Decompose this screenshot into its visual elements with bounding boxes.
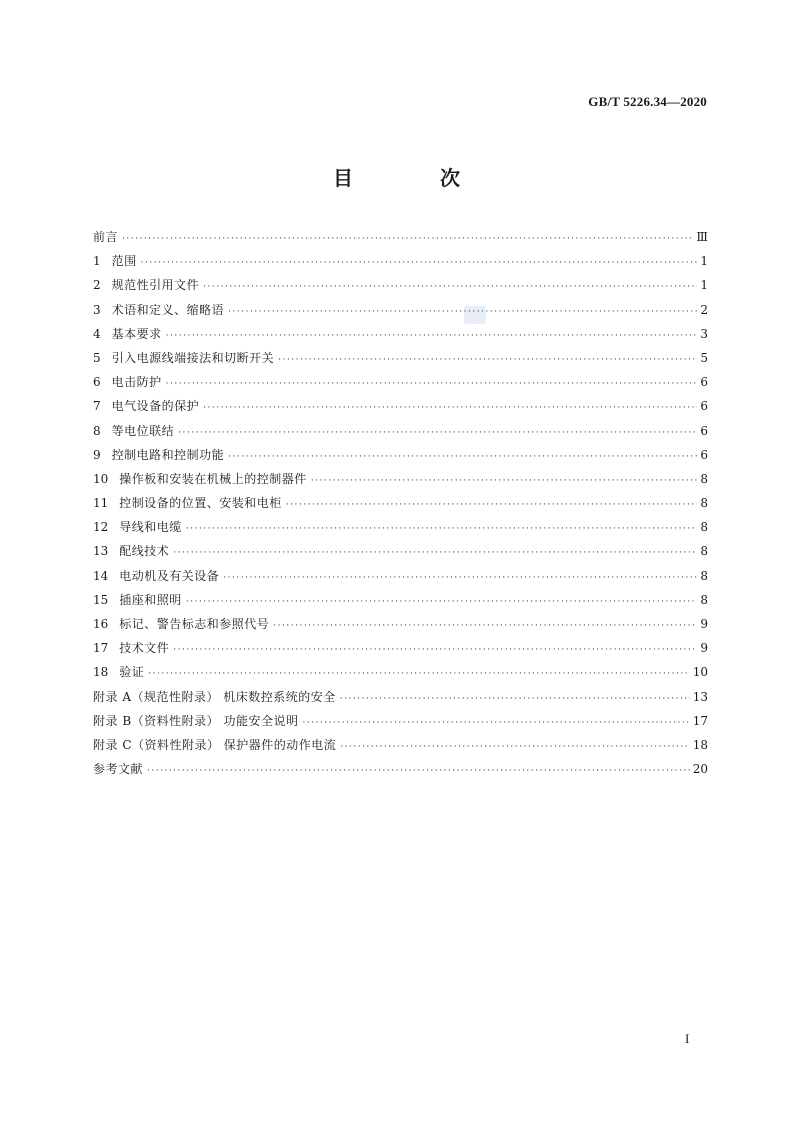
toc-entry[interactable] — [93, 494, 708, 518]
toc-entry[interactable] — [93, 252, 708, 276]
toc-entry[interactable] — [93, 688, 708, 712]
toc-leader-dots — [148, 669, 689, 679]
toc-entry-label: 插座和照明 — [119, 592, 182, 607]
toc-entry-page: 3 — [700, 326, 708, 341]
toc-leader-dots — [173, 645, 697, 655]
toc-entry-label: 电气设备的保护 — [111, 399, 200, 414]
toc-entry-page: 2 — [700, 302, 708, 317]
toc-entry-page: 6 — [700, 423, 708, 438]
toc-entry-label: 范围 — [111, 254, 137, 269]
toc-entry-label: 电动机及有关设备 — [119, 568, 220, 583]
toc-entry-label: 基本要求 — [111, 326, 162, 341]
toc-entry[interactable] — [93, 373, 708, 397]
toc-leader-dots — [286, 500, 698, 510]
toc-entry-label: 技术文件 — [119, 641, 170, 656]
toc-entry-label: 验证 — [119, 665, 145, 680]
toc-entry-page: 8 — [700, 592, 708, 607]
toc-leader-dots — [311, 476, 698, 486]
toc-entry-page: 17 — [692, 713, 708, 728]
toc-leader-dots — [340, 694, 690, 704]
toc-entry-label: 附录 B（资料性附录） 功能安全说明 — [93, 713, 299, 728]
toc-entry[interactable] — [93, 518, 708, 542]
toc-entry-label: 标记、警告标志和参照代号 — [119, 617, 270, 631]
toc-entry-label: 等电位联结 — [111, 423, 175, 438]
toc-leader-dots — [186, 524, 698, 534]
toc-leader-dots — [166, 331, 698, 341]
toc-entry[interactable] — [93, 349, 708, 373]
toc-entry-number: 18 — [93, 665, 109, 680]
toc-entry[interactable] — [93, 591, 708, 615]
toc-leader-dots — [302, 718, 689, 728]
toc-entry[interactable] — [93, 542, 708, 566]
toc-leader-dots — [228, 307, 697, 317]
toc-entry-page: 5 — [700, 350, 708, 365]
toc-entry-label: 操作板和安装在机械上的控制器件 — [119, 471, 307, 486]
toc-entry-number: 6 — [93, 375, 101, 390]
toc-entry[interactable] — [93, 397, 708, 421]
toc-entry[interactable] — [93, 228, 708, 252]
toc-entry-number: 3 — [93, 302, 101, 317]
toc-leader-dots — [122, 234, 693, 244]
toc-leader-dots — [340, 742, 689, 752]
toc-entry-page: 6 — [700, 399, 708, 414]
toc-leader-dots — [147, 766, 690, 776]
toc-entry[interactable] — [93, 615, 708, 639]
toc-entry[interactable] — [93, 712, 708, 736]
toc-entry-label: 前言 — [93, 230, 119, 244]
toc-entry-page: 6 — [700, 375, 708, 390]
toc-leader-dots — [228, 452, 697, 462]
toc-leader-dots — [141, 258, 698, 268]
table-of-contents — [93, 228, 708, 784]
toc-entry-label: 控制设备的位置、安装和电柜 — [119, 496, 282, 511]
toc-entry-label: 附录 C（资料性附录） 保护器件的动作电流 — [93, 737, 337, 752]
toc-leader-dots — [273, 621, 697, 631]
toc-entry-number: 12 — [93, 520, 109, 535]
toc-entry-label: 术语和定义、缩略语 — [111, 302, 225, 317]
toc-leader-dots — [173, 548, 697, 558]
toc-entry[interactable] — [93, 736, 708, 760]
toc-entry[interactable] — [93, 760, 708, 784]
toc-entry-page: 6 — [700, 447, 708, 462]
toc-entry-page: 9 — [700, 641, 708, 656]
toc-entry-label: 电击防护 — [111, 375, 162, 390]
toc-entry-label: 参考文献 — [93, 762, 144, 777]
toc-leader-dots — [178, 428, 697, 438]
toc-entry-label: 附录 A（规范性附录） 机床数控系统的安全 — [93, 689, 336, 704]
toc-entry-page: 8 — [700, 520, 708, 535]
toc-entry-number: 11 — [93, 496, 109, 511]
toc-entry-number: 13 — [93, 544, 109, 559]
toc-leader-dots — [203, 403, 697, 413]
toc-entry[interactable] — [93, 663, 708, 687]
toc-entry-page: 9 — [700, 617, 708, 631]
toc-entry-page: 18 — [692, 737, 708, 752]
toc-leader-dots — [166, 379, 698, 389]
toc-entry-page: 1 — [700, 254, 708, 269]
page-title: 目 次 — [333, 166, 500, 190]
toc-entry-page: 13 — [692, 689, 708, 704]
toc-leader-dots — [223, 573, 697, 583]
toc-entry-page: 8 — [700, 496, 708, 511]
toc-entry-number: 15 — [93, 592, 109, 607]
toc-entry-label: 控制电路和控制功能 — [111, 447, 225, 462]
toc-entry[interactable] — [93, 470, 708, 494]
toc-entry-page: 1 — [700, 278, 708, 293]
toc-entry-number: 17 — [93, 641, 109, 656]
toc-entry-page: 10 — [692, 665, 708, 680]
toc-entry-page: 8 — [700, 544, 708, 559]
toc-entry-label: 配线技术 — [119, 544, 170, 559]
toc-entry-number: 8 — [93, 423, 101, 438]
toc-entry[interactable] — [93, 567, 708, 591]
toc-leader-dots — [278, 355, 697, 365]
toc-entry-number: 16 — [93, 617, 109, 631]
toc-entry-label: 引入电源线端接法和切断开关 — [111, 350, 275, 365]
toc-entry-label: 导线和电缆 — [119, 520, 182, 535]
toc-entry[interactable] — [93, 422, 708, 446]
toc-entry-number: 1 — [93, 254, 101, 269]
toc-entry-page: 8 — [700, 471, 708, 486]
toc-entry[interactable] — [93, 301, 708, 325]
page-number: I — [685, 1031, 690, 1046]
toc-entry[interactable] — [93, 325, 708, 349]
toc-entry-page: 8 — [700, 568, 708, 583]
toc-entry[interactable] — [93, 446, 708, 470]
toc-entry-number: 4 — [93, 326, 101, 341]
toc-entry-number: 2 — [93, 278, 101, 293]
toc-entry-number: 10 — [93, 471, 109, 486]
toc-entry-number: 5 — [93, 350, 101, 365]
toc-leader-dots — [186, 597, 698, 607]
toc-entry-number: 9 — [93, 447, 101, 462]
toc-entry-number: 7 — [93, 399, 101, 414]
toc-entry-page: 20 — [692, 762, 708, 777]
toc-entry[interactable] — [93, 639, 708, 663]
toc-entry-label: 规范性引用文件 — [111, 278, 200, 293]
toc-entry-page: Ⅲ — [696, 230, 708, 244]
standard-number: GB/T 5226.34—2020 — [588, 94, 707, 109]
toc-entry[interactable] — [93, 276, 708, 300]
toc-leader-dots — [203, 282, 697, 292]
toc-entry-number: 14 — [93, 568, 109, 583]
